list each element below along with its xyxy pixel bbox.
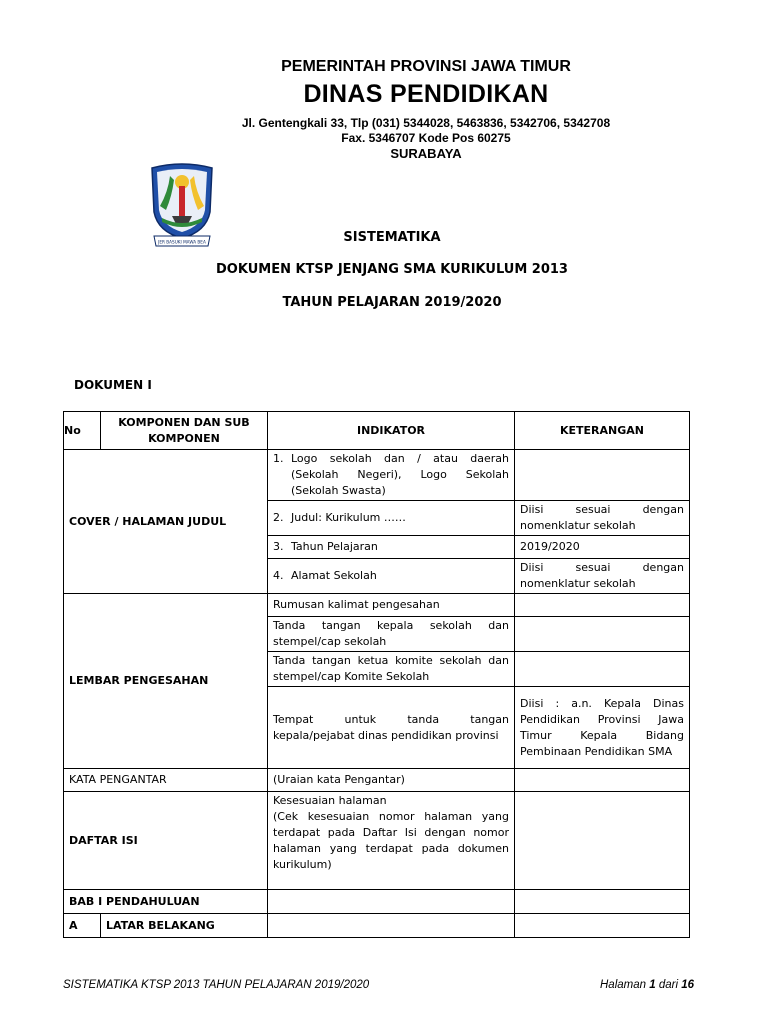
cover-num-2: 2.	[273, 511, 284, 524]
pengesahan-keterangan-2	[515, 617, 690, 652]
header-province: PEMERINTAH PROVINSI JAWA TIMUR	[281, 58, 571, 75]
cover-indikator-1-text: Logo sekolah dan / atau daerah (Sekolah Negeri), Logo Sekolah (Sekolah Swasta)	[291, 452, 509, 497]
header-keterangan: KETERANGAN	[515, 412, 690, 450]
table-row	[64, 450, 690, 501]
footer-page-total: 16	[681, 979, 694, 991]
cover-num-1: 1.	[273, 452, 284, 465]
pengesahan-keterangan-3	[515, 652, 690, 687]
cover-num-3: 3.	[273, 540, 284, 553]
document-label: DOKUMEN I	[74, 378, 152, 392]
svg-text:JER BASUKI MAWA BEA: JER BASUKI MAWA BEA	[158, 239, 206, 245]
daftar-isi-label: DAFTAR ISI	[64, 792, 268, 890]
header-address-line2: Fax. 5346707 Kode Pos 60275	[341, 131, 511, 145]
cover-indikator-3-text: Tahun Pelajaran	[291, 540, 378, 553]
header-no: No	[64, 412, 101, 450]
table-row	[64, 914, 690, 938]
footer-page-number	[600, 979, 694, 991]
title-dokumen-ktsp: DOKUMEN KTSP JENJANG SMA KURIKULUM 2013	[216, 262, 568, 277]
header-city: SURABAYA	[390, 146, 462, 161]
table-row	[64, 890, 690, 914]
cover-indikator-3	[268, 536, 515, 559]
kata-pengantar-keterangan	[515, 769, 690, 792]
daftar-isi-keterangan	[515, 792, 690, 890]
title-tahun-pelajaran: TAHUN PELAJARAN 2019/2020	[282, 295, 502, 310]
row-a-keterangan	[515, 914, 690, 938]
footer-page-mid: dari	[655, 979, 682, 991]
pengesahan-keterangan-1	[515, 594, 690, 617]
pengesahan-label: LEMBAR PENGESAHAN	[64, 594, 268, 769]
header-address-line1: Jl. Gentengkali 33, Tlp (031) 5344028, 5463836, 5342706, 5342708	[241, 116, 611, 130]
pengesahan-indikator-1: Rumusan kalimat pengesahan	[268, 594, 515, 617]
bab1-indikator	[268, 890, 515, 914]
cover-label: COVER / HALAMAN JUDUL	[64, 450, 268, 594]
pengesahan-keterangan-4: Diisi : a.n. Kepala Dinas Pendidikan Provinsi Jawa Timur Kepala Bidang Pembinaan Pendidikan SMA	[515, 687, 690, 769]
table-row	[64, 594, 690, 617]
cover-num-4: 4.	[273, 569, 284, 582]
cover-keterangan-2: Diisi sesuai dengan nomenklatur sekolah	[515, 501, 690, 536]
pengesahan-indikator-3: Tanda tangan ketua komite sekolah dan stempel/cap Komite Sekolah	[268, 652, 515, 687]
row-a-no: A	[64, 914, 101, 938]
kata-pengantar-label: KATA PENGANTAR	[64, 769, 268, 792]
cover-indikator-2-text: Judul: Kurikulum ……	[291, 511, 406, 524]
kata-pengantar-indikator: (Uraian kata Pengantar)	[268, 769, 515, 792]
table-row	[64, 792, 690, 890]
bab1-label: BAB I PENDAHULUAN	[64, 890, 268, 914]
cover-keterangan-4: Diisi sesuai dengan nomenklatur sekolah	[515, 559, 690, 594]
row-a-label: LATAR BELAKANG	[101, 914, 268, 938]
daftar-isi-indikator-body: (Cek kesesuaian nomor halaman yang terdapat pada Daftar Isi dengan nomor halaman yang terdapat pada dokumen kurikulum)	[273, 810, 509, 871]
footer-title: SISTEMATIKA KTSP 2013 TAHUN PELAJARAN 2019/2020	[63, 979, 370, 991]
bab1-keterangan	[515, 890, 690, 914]
row-a-indikator	[268, 914, 515, 938]
daftar-isi-indikator-title: Kesesuaian halaman	[273, 794, 387, 807]
cover-keterangan-1	[515, 450, 690, 501]
header-indikator: INDIKATOR	[268, 412, 515, 450]
pengesahan-indikator-4: Tempat untuk tanda tangan kepala/pejabat dinas pendidikan provinsi	[268, 687, 515, 769]
sistematika-table	[63, 411, 690, 938]
title-sistematika: SISTEMATIKA	[343, 230, 441, 245]
footer-page-prefix: Halaman	[600, 979, 650, 991]
cover-indikator-1	[268, 450, 515, 501]
pengesahan-indikator-2: Tanda tangan kepala sekolah dan stempel/cap sekolah	[268, 617, 515, 652]
footer-page-current: 1	[649, 979, 656, 991]
cover-indikator-2	[268, 501, 515, 536]
cover-keterangan-3: 2019/2020	[515, 536, 690, 559]
daftar-isi-indikator	[268, 792, 515, 890]
table-row	[64, 769, 690, 792]
header-komponen: KOMPONEN DAN SUB KOMPONEN	[101, 412, 268, 450]
table-header-row	[64, 412, 690, 450]
header-agency: DINAS PENDIDIKAN	[303, 80, 549, 108]
cover-indikator-4	[268, 559, 515, 594]
cover-indikator-4-text: Alamat Sekolah	[291, 569, 377, 582]
